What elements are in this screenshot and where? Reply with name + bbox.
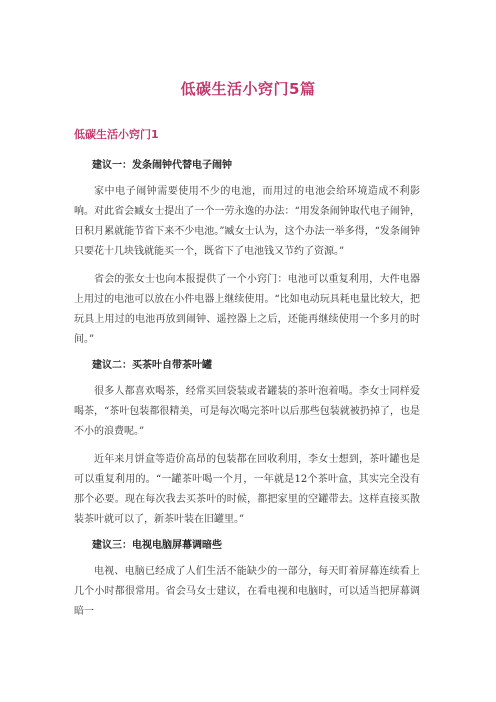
suggestion-heading: 建议一：发条闹钟代替电子闹钟 — [92, 160, 232, 171]
body-paragraph: 家中电子闹钟需要使用不少的电池，而用过的电池会给环境造成不利影响。对此省会臧女士提出了一个一劳永逸的办法：“用发条闹钟取代电子闹钟，日积月累就能节省下来不少电池。”臧女士认为，这个办法一举多得，“发条闹钟只要花十几块钱就能买一个，既省下了电池钱又节约了资源。” — [74, 186, 420, 257]
body-paragraph: 近年来月饼盒等造价高昂的包装都在回收利用，李女士想到，茶叶罐也是可以重复利用的。“一罐茶叶喝一个月，一年就是12个茶叶盒，其实完全没有那个必要。现在每次我去买茶叶的时候，都把家里的空罐带去。这样直接买散装茶叶就可以了，新茶叶装在旧罐里。” — [74, 454, 420, 525]
document-title: 低碳生活小窍门5篇 — [180, 80, 316, 98]
body-paragraph: 电视、电脑已经成了人们生活不能缺少的一部分，每天盯着屏幕连续看上几个小时都很常用。省会马女士建议，在看电视和电脑时，可以适当把屏幕调暗一 — [74, 566, 420, 617]
body-paragraph: 很多人都喜欢喝茶，经常买回袋装或者罐装的茶叶泡着喝。李女士同样爱喝茶，“茶叶包装都很精美，可是每次喝完茶叶以后那些包装就被扔掉了，也是不小的浪费呢。” — [74, 386, 420, 437]
suggestion-heading: 建议三：电视电脑屏幕调暗些 — [92, 540, 222, 551]
document-body — [74, 158, 420, 630]
body-paragraph: 省会的张女士也向本报提供了一个小窍门：电池可以重复利用，大件电器上用过的电池可以放在小件电器上继续使用。“比如电动玩具耗电量比较大，把玩具上用过的电池再放到闹钟、遥控器上之后，还能再继续使用一个多月的时间。” — [74, 274, 420, 345]
suggestion-heading: 建议二：买茶叶自带茶叶罐 — [92, 360, 212, 371]
section-title: 低碳生活小窍门1 — [74, 128, 159, 141]
